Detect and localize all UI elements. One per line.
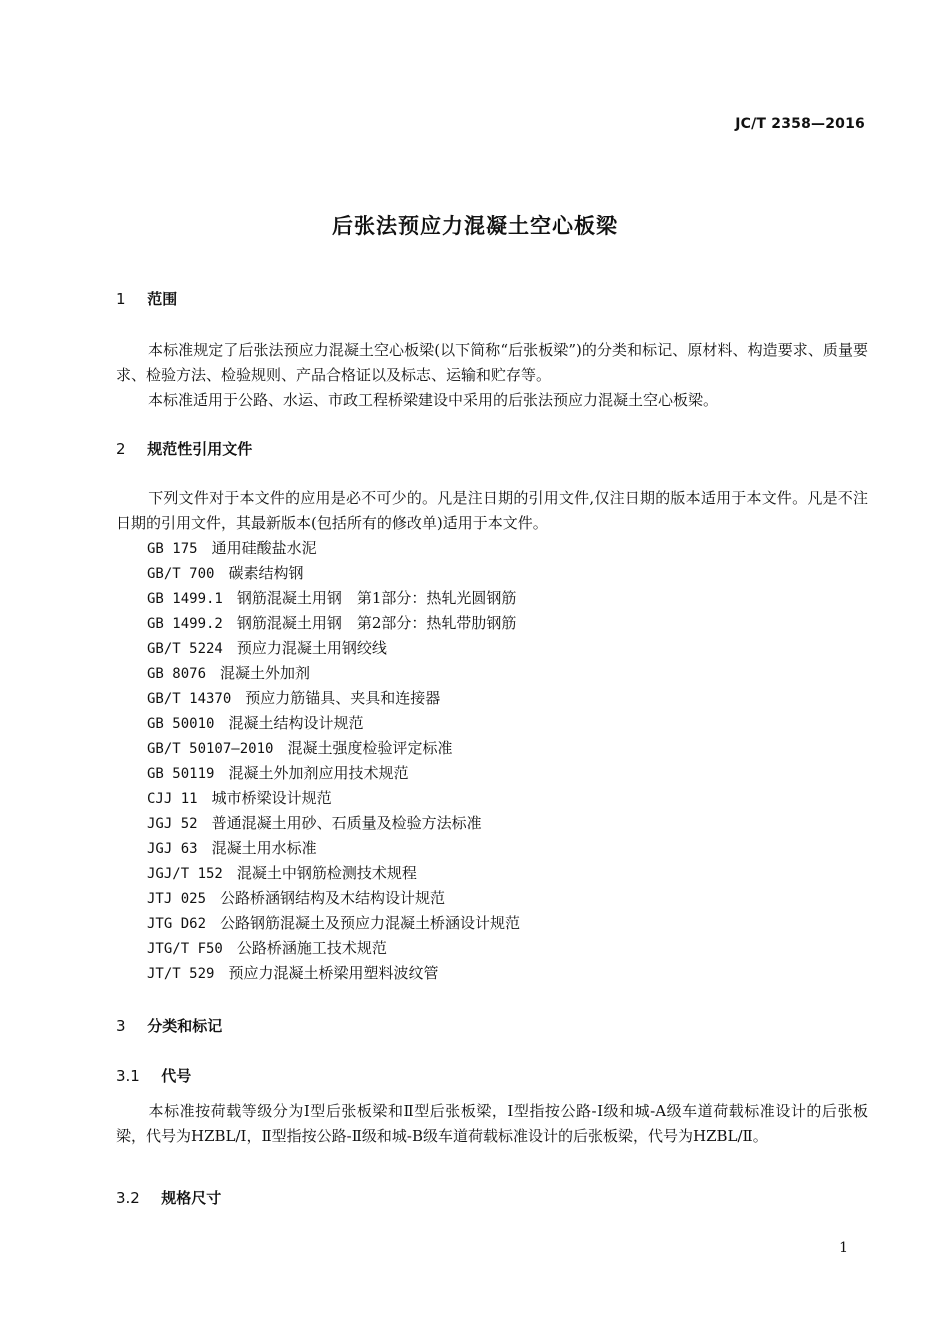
reference-title: 普通混凝土用砂、石质量及检验方法标准 (211, 814, 482, 832)
paragraph-text: 下列文件对于本文件的应用是必不可少的。凡是注日期的引用文件,仅注日期的版本适用于本文件。凡是不注日期的引用文件，其最新版本(包括所有的修改单)适用于本文件。 (116, 489, 868, 532)
reference-title: 钢筋混凝土用钢 第1部分：热轧光圆钢筋 (236, 589, 517, 607)
section-number: 3.1 (116, 1067, 140, 1085)
reference-item (147, 761, 520, 786)
reference-item (147, 636, 520, 661)
reference-title: 预应力混凝土桥梁用塑料波纹管 (228, 964, 439, 982)
reference-item (147, 586, 520, 611)
section-3-heading (116, 1015, 222, 1036)
section-1-paragraph-1 (116, 338, 868, 388)
reference-title: 混凝土结构设计规范 (228, 714, 364, 732)
reference-code: JGJ 63 (147, 841, 198, 857)
section-title: 范围 (147, 290, 178, 308)
reference-title: 城市桥梁设计规范 (211, 789, 332, 807)
reference-code: GB 8076 (147, 666, 207, 682)
reference-code: JTG/T F50 (147, 941, 223, 957)
reference-code: GB 1499.1 (147, 591, 223, 607)
section-title: 规范性引用文件 (147, 440, 253, 458)
reference-code: GB 175 (147, 541, 198, 557)
reference-code: GB/T 5224 (147, 641, 223, 657)
normative-references-list (147, 536, 520, 986)
section-title: 分类和标记 (147, 1017, 223, 1035)
section-number: 3 (116, 1017, 126, 1035)
reference-title: 通用硅酸盐水泥 (211, 539, 317, 557)
section-1-heading (116, 288, 177, 309)
section-title: 规格尺寸 (161, 1189, 222, 1207)
reference-code: GB/T 14370 (147, 691, 232, 707)
reference-item (147, 786, 520, 811)
paragraph-text: 本标准规定了后张法预应力混凝土空心板梁(以下简称“后张板梁”)的分类和标记、原材料、构造要求、质量要求、检验方法、检验规则、产品合格证以及标志、运输和贮存等。 (116, 341, 868, 384)
reference-title: 公路桥涵施工技术规范 (236, 939, 387, 957)
reference-title: 混凝土用水标准 (211, 839, 317, 857)
section-2-paragraph-1 (116, 486, 868, 536)
reference-code: GB/T 50107—2010 (147, 741, 274, 757)
reference-code: JTG D62 (147, 916, 207, 932)
reference-item (147, 661, 520, 686)
reference-title: 混凝土中钢筋检测技术规程 (236, 864, 417, 882)
reference-item (147, 711, 520, 736)
reference-code: GB 1499.2 (147, 616, 223, 632)
reference-item (147, 611, 520, 636)
page-number: 1 (839, 1240, 848, 1256)
reference-code: GB/T 700 (147, 566, 215, 582)
reference-item (147, 911, 520, 936)
reference-title: 公路桥涵钢结构及木结构设计规范 (220, 889, 446, 907)
reference-title: 碳素结构钢 (228, 564, 304, 582)
reference-item (147, 861, 520, 886)
reference-item (147, 961, 520, 986)
reference-code: CJJ 11 (147, 791, 198, 807)
document-code: JC/T 2358—2016 (735, 116, 865, 132)
reference-item (147, 811, 520, 836)
reference-item (147, 836, 520, 861)
reference-title: 公路钢筋混凝土及预应力混凝土桥涵设计规范 (220, 914, 521, 932)
reference-title: 混凝土强度检验评定标准 (287, 739, 453, 757)
section-title: 代号 (161, 1067, 192, 1085)
section-2-heading (116, 438, 252, 459)
section-number: 3.2 (116, 1189, 140, 1207)
reference-code: JGJ 52 (147, 816, 198, 832)
reference-title: 钢筋混凝土用钢 第2部分：热轧带肋钢筋 (236, 614, 517, 632)
reference-item (147, 686, 520, 711)
reference-code: JGJ/T 152 (147, 866, 223, 882)
section-1-paragraph-2 (116, 388, 868, 413)
section-3-2-heading (116, 1187, 221, 1208)
document-title: 后张法预应力混凝土空心板梁 (332, 214, 618, 238)
reference-item (147, 936, 520, 961)
section-number: 2 (116, 440, 126, 458)
reference-item (147, 736, 520, 761)
section-3-1-heading (116, 1065, 191, 1086)
reference-title: 预应力筋锚具、夹具和连接器 (245, 689, 441, 707)
paragraph-text: 本标准适用于公路、水运、市政工程桥梁建设中采用的后张法预应力混凝土空心板梁。 (148, 391, 719, 409)
reference-code: GB 50010 (147, 716, 215, 732)
reference-item (147, 536, 520, 561)
reference-item (147, 561, 520, 586)
reference-title: 混凝土外加剂应用技术规范 (228, 764, 409, 782)
section-number: 1 (116, 290, 126, 308)
paragraph-text: 本标准按荷载等级分为Ⅰ型后张板梁和Ⅱ型后张板梁，Ⅰ型指按公路-Ⅰ级和城-A级车道荷载标准设计的后张板梁，代号为HZBL/Ⅰ，Ⅱ型指按公路-Ⅱ级和城-B级车道荷载标准设计的后张板梁，代号为HZBL/Ⅱ。 (116, 1102, 868, 1145)
reference-title: 预应力混凝土用钢绞线 (236, 639, 387, 657)
reference-title: 混凝土外加剂 (220, 664, 311, 682)
reference-item (147, 886, 520, 911)
section-3-1-paragraph-1 (116, 1099, 868, 1149)
reference-code: GB 50119 (147, 766, 215, 782)
reference-code: JT/T 529 (147, 966, 215, 982)
reference-code: JTJ 025 (147, 891, 207, 907)
